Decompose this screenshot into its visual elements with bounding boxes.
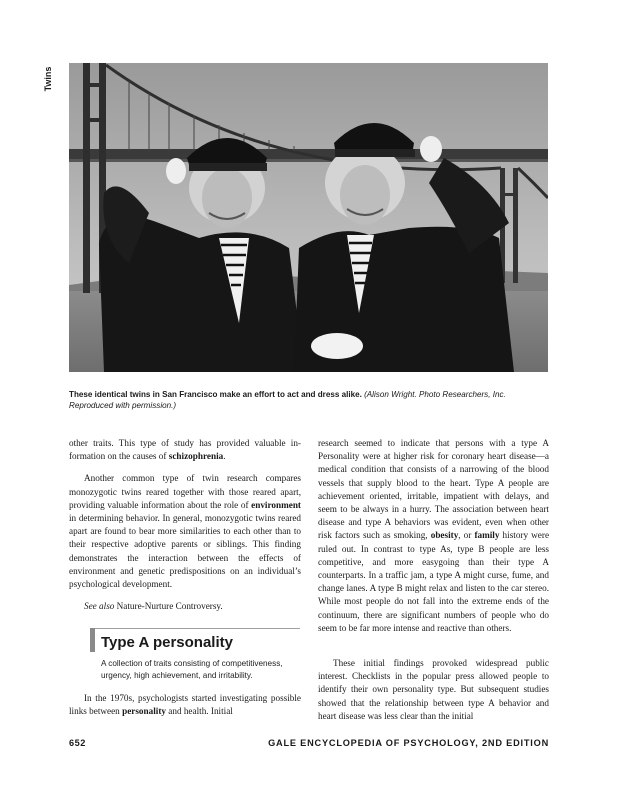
see-also: See also Nature-Nurture Controversy. (84, 601, 223, 612)
left-column (69, 437, 301, 613)
section-title: Type A personality (101, 634, 233, 651)
section-rule (90, 628, 300, 629)
paragraph: research seemed to indicate that persons with a type A Personality were at higher risk for coronary heart disease—a medical condition that consists of a narrowing of the blood vessels that supply blood to the heart. Type A people are achievement oriented, irritable, impatient with delays, and seem to be always in a hurry. The association between heart disease and type A behaviors was evident, even when other risk factors such as smoking, obesity, or family history were ruled out. In contrast to type As, type B people are less competitive, and more easygoing than their type A counterparts. In a traffic jam, a type A might curse, fume, and change lanes. A type B might relax and listen to the car stereo. While most people do not fall into the extreme ends of the continuum, there are significant numbers of people who do seem to be far more intense and reactive than others. (318, 438, 550, 633)
right-column (318, 437, 549, 723)
left-column-continued (69, 692, 301, 718)
section-definition: A collection of traits consisting of competitiveness, urgency, high achievement, and irritability. (101, 659, 283, 680)
running-head: Twins (43, 66, 53, 92)
paragraph: In the 1970s, psychologists started investigating possible links between personality and health. Initial (69, 693, 301, 717)
twins-photo (69, 63, 548, 372)
paragraph: other traits. This type of study has provided valuable in-formation on the causes of schizophrenia. (69, 438, 301, 462)
paragraph: Another common type of twin research compares monozygotic twins reared together with those reared apart, providing valuable information about the role of environment in determining behavior. In general, monozygotic twins reared apart are found to bear more similarities to each other than to their respective adoptive parents or siblings. This finding demonstrates the interaction between the effects of environment and genetic predispositions on an individual’s psychological development. (69, 473, 301, 590)
paragraph: These initial findings provoked widespread public interest. Checklists in the popular press allowed people to identify their own personality type. But subsequent studies showed that the relationship between type A behavior and heart disease was less clear than the initial (318, 658, 549, 721)
page-number: 652 (69, 738, 86, 748)
section-marker (90, 628, 95, 652)
photo-caption: These identical twins in San Francisco make an effort to act and dress alike. (Alison Wright. Photo Researchers, Inc. Reproduced with permission.) (69, 390, 506, 410)
book-title: GALE ENCYCLOPEDIA OF PSYCHOLOGY, 2ND EDITION (268, 738, 549, 748)
